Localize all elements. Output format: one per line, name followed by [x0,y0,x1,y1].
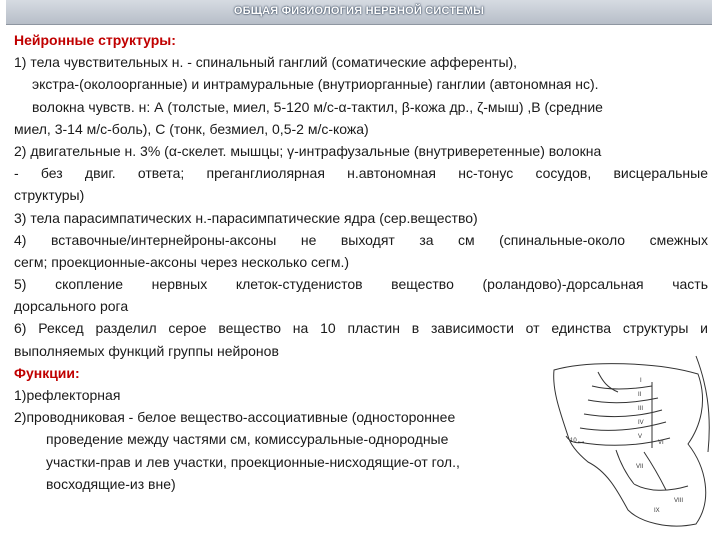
lamina-label: IX [654,508,660,514]
header-bar [6,0,712,25]
lamina-label: VII [636,464,644,470]
text-line: 1)рефлекторная [14,387,121,403]
text-line: - без двиг. ответа; преганглиолярная н.автономная нс-тонус сосудов, висцеральные [14,165,708,182]
text-line: выполняемых функций группы нейронов [14,342,279,359]
section-heading-structures: Нейронные структуры: [14,32,176,48]
page-title: ОБЩАЯ ФИЗИОЛОГИЯ НЕРВНОЙ СИСТЕМЫ [233,5,485,17]
lamina-label: 10 [570,438,577,444]
text-line: 1) тела чувствительных н. - спинальный ганглий (соматические афференты), [14,54,518,71]
lamina-label: V [638,434,643,440]
text-line: 2)проводниковая - белое вещество-ассоциативные (одностороннее [14,409,456,426]
text-line: восходящие-из вне) [46,475,176,492]
section-heading-functions: Функции: [14,364,80,381]
text-line: волокна чувств. н: А (толстые, миел, 5-120 м/с-α-тактил, β-кожа др., ζ-мыш) ,В (средние [32,98,603,115]
lamina-label: III [638,406,644,412]
text-line: 3) тела парасимпатических н.-парасимпатические ядра (сер.вещество) [14,209,478,226]
text-line: экстра-(околоорганные) и интрамуральные (внутриорганные) ганглии (автономная нс). [32,76,599,93]
text-line: участки-прав и лев участки, проекционные-нисходящие-от гол., [46,453,460,470]
text-line: 4) вставочные/интернейроны-аксоны не выходят за см (спинальные-около смежных [14,231,708,248]
lamina-label: VI [658,440,664,446]
lamina-label: II [638,392,642,398]
text-line: дорсального рога [14,298,129,315]
lamina-label: IV [638,420,644,426]
text-line: сегм; проекционные-аксоны через несколько сегм.) [14,253,350,270]
lamina-label: I [640,378,642,384]
text-line: 2) двигательные н. 3% (α-скелет. мышцы; γ-интрафузальные (внутриверетенные) волокна [14,142,602,159]
text-line: миел, 3-14 м/с-боль), С (тонк, безмиел, 0,5-2 м/с-кожа) [14,120,369,137]
text-line: 5) скопление нервных клеток-студенистов вещество (роландово)-дорсальная часть [14,276,708,293]
text-line: проведение между частями см, комиссуральные-однородные [46,431,449,448]
text-line: 6) Рексед разделил серое вещество на 10 пластин в зависимости от единства структуры и [14,320,708,337]
lamina-label: VIII [674,498,684,504]
text-line: структуры) [14,187,85,204]
spinal-cord-laminae-diagram [548,352,714,532]
